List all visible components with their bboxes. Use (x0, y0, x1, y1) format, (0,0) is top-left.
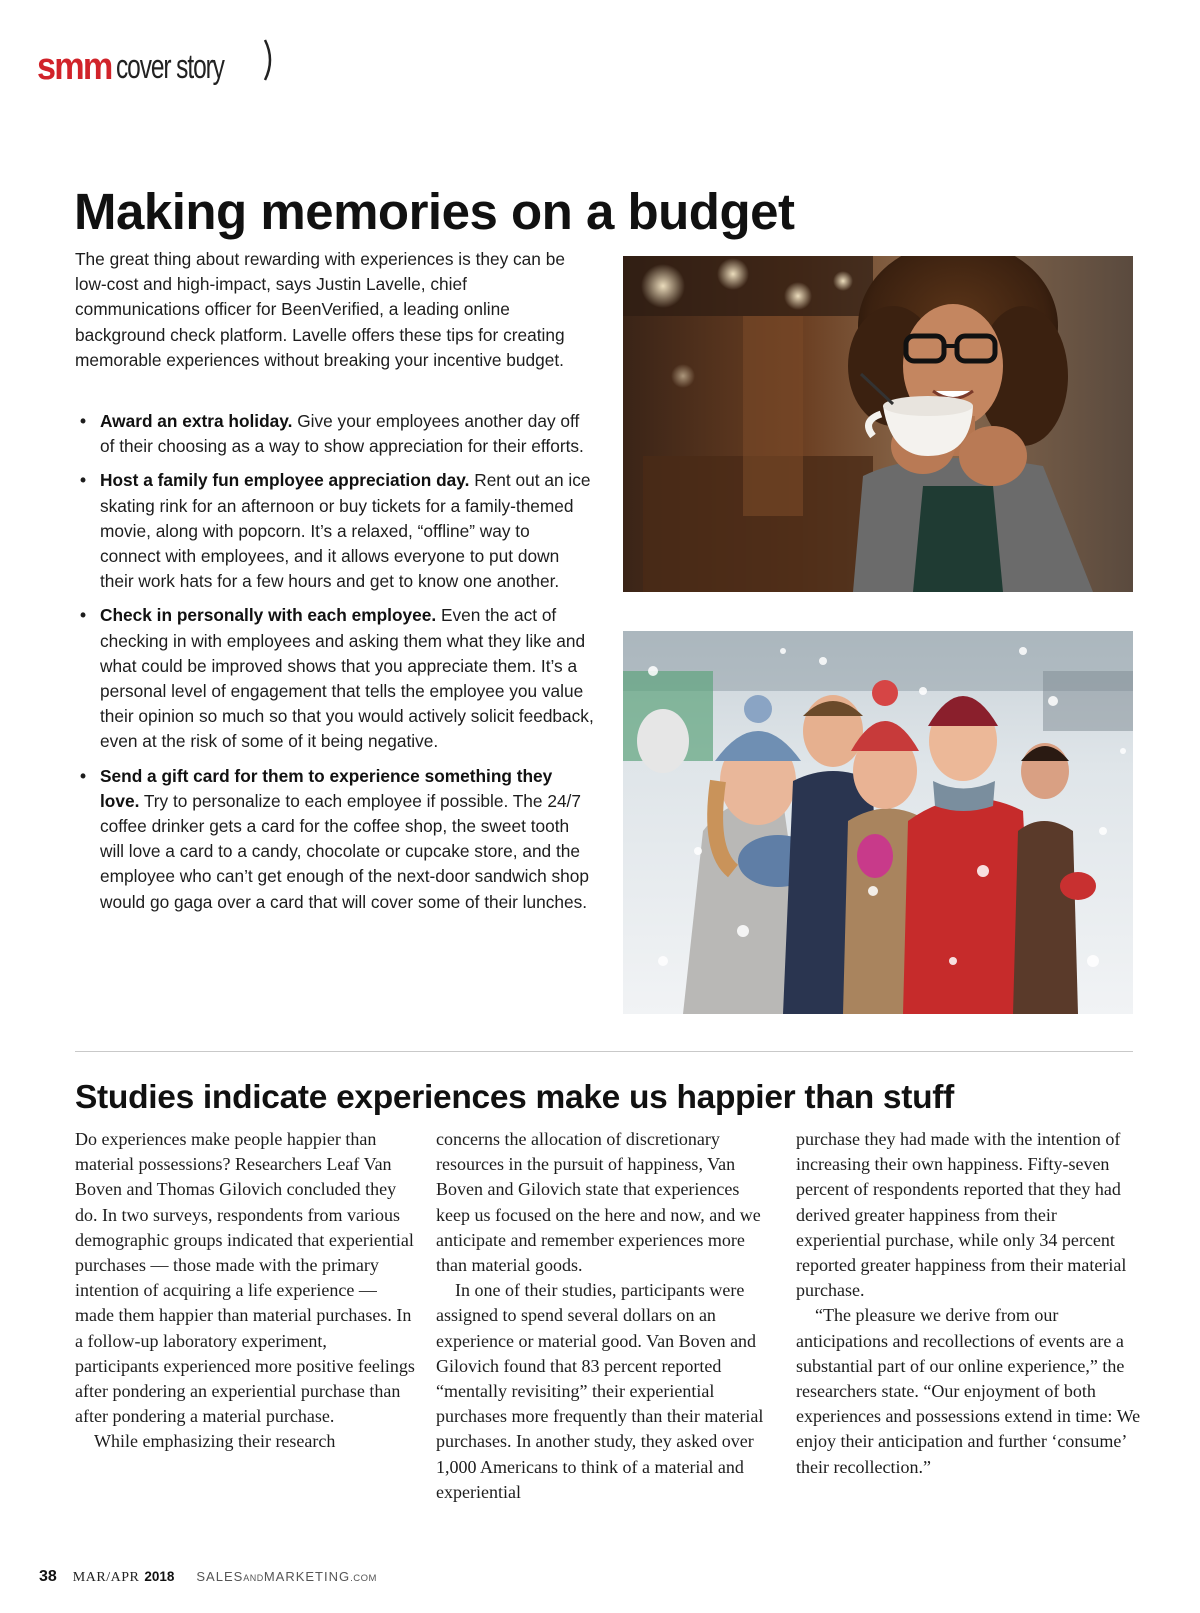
article-column-3 (796, 1127, 1141, 1480)
site-name-part: MARKETING (263, 1569, 351, 1584)
tip-title: Award an extra holiday. (100, 411, 293, 431)
paragraph: While emphasizing their research (94, 1431, 336, 1452)
paragraph: “The pleasure we derive from our anticipations and recollections of events are a substantial part of our online experience,” the researchers state. “Our enjoyment of both experiences and possessions extend in time: We enjoy their anticipation and further ‘consume’ their recollection.” (796, 1305, 1141, 1477)
issue-date: MAR/APR (72, 1570, 140, 1585)
brand-logo: smm (37, 46, 112, 88)
site-name-part: .COM (350, 1573, 377, 1584)
section-label: cover story (115, 48, 224, 86)
tip-item (75, 603, 595, 754)
sidebar-intro: The great thing about rewarding with experiences is they can be low-cost and high-impact, says Justin Lavelle, chief communications officer for BeenVerified, a leading online background check platform. Lavelle offers these tips for creating memorable experiences without breaking your incentive budget. (75, 249, 565, 370)
tip-title: Host a family fun employee appreciation day. (100, 470, 470, 491)
site-name-part: SALES (196, 1569, 244, 1584)
article-column-2 (436, 1127, 776, 1505)
bullet-icon: • (80, 411, 87, 431)
tip-text: Give your employees another day off of their choosing as a way to show appreciation for their efforts. (100, 411, 584, 457)
tips-list (75, 409, 595, 924)
tip-title: Check in personally with each employee. (100, 605, 437, 626)
bullet-icon: • (80, 765, 87, 786)
tip-item (75, 409, 595, 459)
paragraph: In one of their studies, participants were assigned to spend several dollars on an experience or material good. Van Boven and Gilovich found that 83 percent reported “mentally revisiting” their experiential purchases more frequently than their material purchases. In another study, they asked over 1,000 Americans to think of a material and experiential (436, 1280, 764, 1502)
section-divider (75, 1051, 1133, 1052)
sidebar-headline: Making memories on a budget (74, 183, 795, 240)
article-column-1 (75, 1127, 415, 1455)
bracket-icon (263, 38, 277, 82)
paragraph: Do experiences make people happier than material possessions? Researchers Leaf Van Boven and Thomas Gilovich concluded they do. In two surveys, respondents from various demographic groups indicated that experiential purchases — those made with the primary intention of acquiring a life experience — made them happier than material purchases. In a follow-up laboratory experiment, participants experienced more positive feelings after pondering an experiential purchase than after pondering a material purchase. (75, 1129, 415, 1427)
tip-item (75, 764, 595, 915)
article-headline: Studies indicate experiences make us happier than stuff (75, 1079, 954, 1116)
skating-photo (623, 631, 1133, 1014)
coffee-photo (623, 256, 1133, 592)
tip-text: Try to personalize to each employee if possible. The 24/7 coffee drinker gets a card for the coffee shop, the sweet tooth will love a card to a candy, chocolate or cupcake store, and the employee who can’t get enough of the next-door sandwich shop would go gaga over a card that will cover some of their lunches. (100, 790, 589, 912)
bullet-icon: • (80, 470, 87, 491)
site-name-part: AND (243, 1573, 264, 1583)
page-number: 38 (39, 1568, 57, 1585)
page-footer (39, 1568, 377, 1586)
tip-item (75, 468, 595, 594)
tip-text: Rent out an ice skating rink for an afternoon or buy tickets for a family-themed movie, along with popcorn. It’s a relaxed, “offline” way to connect with employees, and it allows everyone to put down their work hats for a few hours and get to know one another. (100, 470, 591, 592)
paragraph: concerns the allocation of discretionary resources in the pursuit of happiness, Van Boven and Gilovich state that experiences keep us focused on the here and now, and we anticipate and remember experiences more than material goods. (436, 1129, 761, 1276)
issue-year: 2018 (144, 1569, 175, 1584)
masthead (37, 34, 265, 88)
bullet-icon: • (80, 605, 87, 626)
paragraph: purchase they had made with the intention of increasing their own happiness. Fifty-seven percent of respondents reported that they had derived greater happiness from their experiential purchase, while only 34 percent reported greater happiness from their material purchase. (796, 1129, 1127, 1301)
tip-text: Even the act of checking in with employees and asking them what they like and what could be improved shows that you appreciate them. It’s a personal level of engagement that tells the employee you value their opinion so much so that you would actively solicit feedback, even at the risk of some of it being negative. (100, 605, 594, 752)
tip-title: Send a gift card for them to experience something they love. (100, 765, 553, 811)
